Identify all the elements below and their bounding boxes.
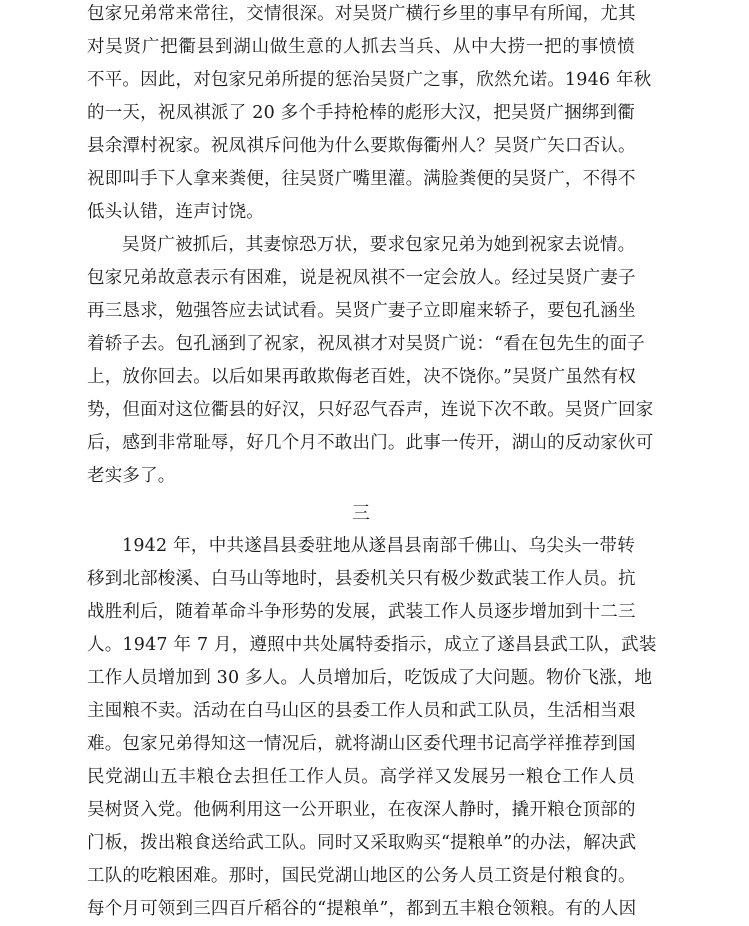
paragraph-3-line-3: 战胜利后，随着革命斗争形势的发展，武装工作人员逐步增加到十二三 <box>87 602 636 622</box>
paragraph-1-line-3: 不平。因此，对包家兄弟所提的惩治吴贤广之事，欣然允诺。1946 年秋 <box>87 70 652 90</box>
paragraph-1-line-5: 县余潭村祝家。祝凤祺斥问他为什么要欺侮衢州人？吴贤广矢口否认。 <box>87 136 636 156</box>
paragraph-2-line-4: 着轿子去。包孔涵到了祝家，祝凤祺才对吴贤广说：“看在包先生的面子 <box>87 334 645 354</box>
paragraph-1-line-2: 对吴贤广把衢县到湖山做生意的人抓去当兵、从中大捞一把的事愤愤 <box>87 37 635 57</box>
paragraph-1-line-6: 祝即叫手下人拿来粪便，往吴贤广嘴里灌。满脸粪便的吴贤广，不得不 <box>87 169 636 189</box>
paragraph-2-line-7: 后，感到非常耻辱，好几个月不敢出门。此事一传开，湖山的反动家伙可 <box>87 433 654 453</box>
paragraph-3-line-8: 民党湖山五丰粮仓去担任工作人员。高学祥又发展另一粮仓工作人员 <box>87 767 635 787</box>
paragraph-3-line-12: 每个月可领到三四百斤稻谷的“提粮单”，都到五丰粮仓领粮。有的人因 <box>87 899 637 919</box>
paragraph-3-line-7: 难。包家兄弟得知这一情况后，就将湖山区委代理书记高学祥推荐到国 <box>87 734 636 754</box>
paragraph-2-line-2: 包家兄弟故意表示有困难，说是祝凤祺不一定会放人。经过吴贤广妻子 <box>87 268 636 288</box>
paragraph-3-line-6: 主囤粮不卖。活动在白马山区的县委工作人员和武工队员，生活相当艰 <box>87 701 636 721</box>
section-heading: 三 <box>352 503 370 524</box>
paragraph-3-line-4: 人。1947 年 7 月，遵照中共处属特委指示，成立了遂昌县武工队，武装 <box>87 635 657 655</box>
paragraph-2-line-3: 再三恳求，勉强答应去试试看。吴贤广妻子立即雇来轿子，要包孔涵坐 <box>87 301 636 321</box>
paragraph-3-line-5: 工作人员增加到 30 多人。人员增加后，吃饭成了大问题。物价飞涨，地 <box>87 668 653 688</box>
paragraph-1-line-4: 的一天，祝凤祺派了 20 多个手持枪棒的彪形大汉，把吴贤广捆绑到衢 <box>87 103 635 123</box>
paragraph-2-line-6: 势，但面对这位衢县的好汉，只好忍气吞声，连说下次不敢。吴贤广回家 <box>87 400 654 420</box>
paragraph-1-line-7: 低头认错，连声讨饶。 <box>87 202 264 222</box>
paragraph-1-line-1: 包家兄弟常来常往，交情很深。对吴贤广横行乡里的事早有所闻，尤其 <box>87 4 636 24</box>
paragraph-2-line-1: 吴贤广被抓后，其妻惊恐万状，要求包家兄弟为她到祝家去说情。 <box>122 235 636 255</box>
paragraph-3-line-1: 1942 年，中共遂昌县委驻地从遂昌县南部千佛山、乌尖头一带转 <box>122 536 635 556</box>
paragraph-2-line-5: 上，放你回去。以后如果再敢欺侮老百姓，决不饶你。”吴贤广虽然有权 <box>87 367 637 387</box>
paragraph-3-line-10: 门板，拨出粮食送给武工队。同时又采取购买“提粮单”的办法，解决武 <box>87 833 637 853</box>
paragraph-3-line-11: 工队的吃粮困难。那时，国民党湖山地区的公务人员工资是付粮食的。 <box>87 866 636 886</box>
paragraph-2-line-8: 老实多了。 <box>87 466 176 486</box>
paragraph-3-line-2: 移到北部梭溪、白马山等地时，县委机关只有极少数武装工作人员。抗 <box>87 569 636 589</box>
paragraph-3-line-9: 吴树贤入党。他俩利用这一公开职业，在夜深人静时，撬开粮仓顶部的 <box>87 800 636 820</box>
